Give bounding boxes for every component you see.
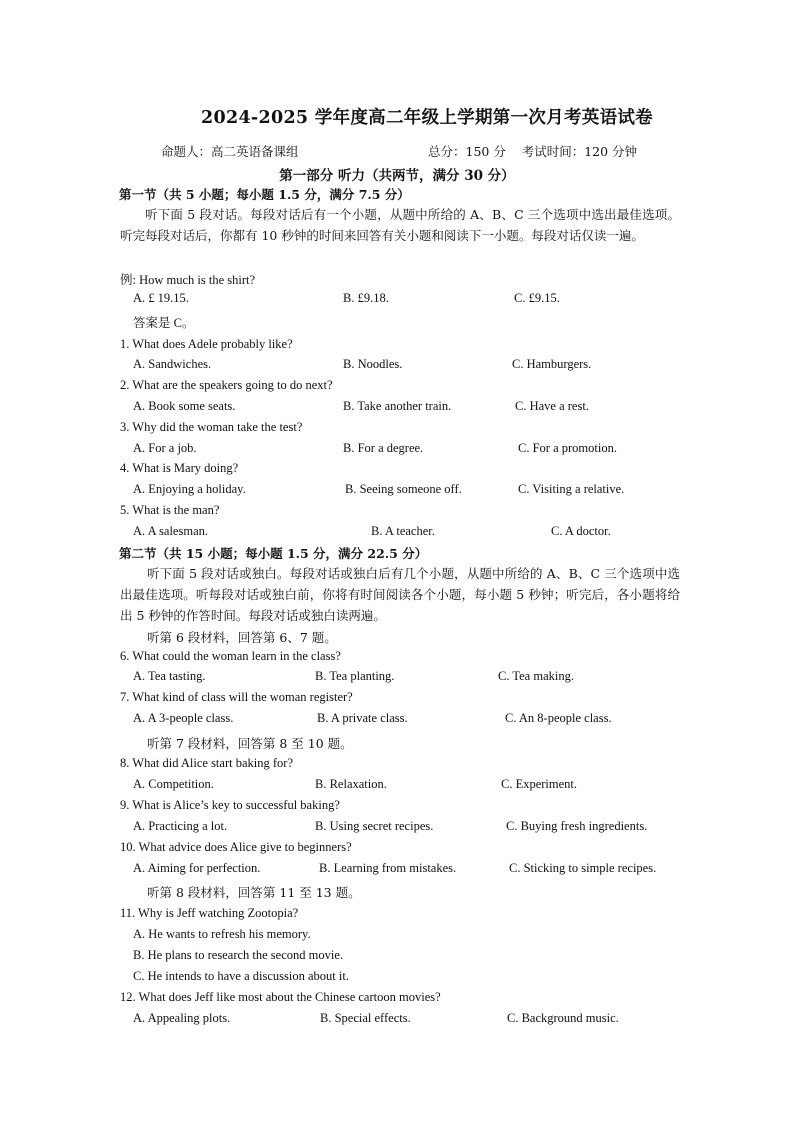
question-12: 12. What does Jeff like most about the Chinese cartoon movies? xyxy=(120,990,441,1004)
question-6-options xyxy=(133,669,693,687)
question-10: 10. What advice does Alice give to beginners? xyxy=(120,840,352,854)
question-5: 5. What is the man? xyxy=(120,503,220,517)
question-10-options xyxy=(133,861,693,879)
option-b: B. £9.18. xyxy=(343,291,389,305)
example-answer: 答案是 C。 xyxy=(133,316,195,330)
option-b: B. Special effects. xyxy=(320,1011,411,1025)
option-c: C. Sticking to simple recipes. xyxy=(509,861,657,875)
part1-title: 第一部分 听力（共两节，满分 30 分） xyxy=(279,168,515,184)
option-a: A. A 3-people class. xyxy=(133,711,234,725)
option-a: A. A salesman. xyxy=(133,524,208,538)
section1-title: 第一节（共 5 小题；每小题 1.5 分，满分 7.5 分） xyxy=(119,187,410,202)
question-11: 11. Why is Jeff watching Zootopia? xyxy=(120,906,299,920)
option-c: C. An 8-people class. xyxy=(505,711,612,725)
question-11-option-b: B. He plans to research the second movie. xyxy=(133,948,344,962)
question-3-options xyxy=(133,441,693,459)
question-8-options xyxy=(133,777,693,795)
section2-instructions: 听下面 5 段对话或独白。每段对话或独白后有几个小题，从题中所给的 A、B、C 三个选项中选出最佳选项。听每段对话或独白前，你将有时间阅读各个小题，每小题 5 秒钟；听完后，各小题将给出 5 秒钟的作答时间。每段对话或独白读两遍。 xyxy=(120,566,680,623)
question-4: 4. What is Mary doing? xyxy=(120,461,239,475)
option-b: B. Using secret recipes. xyxy=(315,819,434,833)
question-5-options xyxy=(133,524,693,542)
option-b: B. Relaxation. xyxy=(315,777,387,791)
option-a: A. Enjoying a holiday. xyxy=(133,482,246,496)
option-b: B. Learning from mistakes. xyxy=(319,861,457,875)
material-7-note: 听第 7 段材料，回答第 8 至 10 题。 xyxy=(147,736,353,751)
question-6: 6. What could the woman learn in the class? xyxy=(120,649,341,663)
option-c: C. For a promotion. xyxy=(518,441,617,455)
option-b: B. Noodles. xyxy=(343,357,403,371)
option-a: A. Tea tasting. xyxy=(133,669,206,683)
question-4-options xyxy=(133,482,693,500)
material-8-note: 听第 8 段材料，回答第 11 至 13 题。 xyxy=(147,885,361,900)
option-a: A. Competition. xyxy=(133,777,214,791)
option-a: A. Appealing plots. xyxy=(133,1011,231,1025)
option-c: C. A doctor. xyxy=(551,524,611,538)
section2-title: 第二节（共 15 小题；每小题 1.5 分，满分 22.5 分） xyxy=(119,546,428,561)
option-b: B. Seeing someone off. xyxy=(345,482,462,496)
option-a: A. For a job. xyxy=(133,441,197,455)
option-c: C. Visiting a relative. xyxy=(518,482,625,496)
question-8: 8. What did Alice start baking for? xyxy=(120,756,293,770)
option-a: A. Practicing a lot. xyxy=(133,819,228,833)
question-2: 2. What are the speakers going to do next? xyxy=(120,378,333,392)
question-9-options xyxy=(133,819,693,837)
author-line: 命题人：高二英语备课组 xyxy=(161,144,299,159)
option-c: C. £9.15. xyxy=(514,291,560,305)
option-a: A. Book some seats. xyxy=(133,399,236,413)
score-time-line: 总分：150 分 考试时间：120 分钟 xyxy=(428,144,638,159)
option-c: C. Experiment. xyxy=(501,777,578,791)
option-c: C. Background music. xyxy=(507,1011,619,1025)
option-c: C. Hamburgers. xyxy=(512,357,592,371)
option-c: C. Buying fresh ingredients. xyxy=(506,819,648,833)
question-2-options xyxy=(133,399,693,417)
material-6-note: 听第 6 段材料，回答第 6、7 题。 xyxy=(147,630,337,645)
option-b: B. For a degree. xyxy=(343,441,424,455)
question-11-option-a: A. He wants to refresh his memory. xyxy=(133,927,311,941)
section1-instructions: 听下面 5 段对话。每段对话后有一个小题，从题中所给的 A、B、C 三个选项中选出最佳选项。听完每段对话后，你都有 10 秒钟的时间来回答有关小题和阅读下一小题。每段对话仅读一遍。 xyxy=(120,207,680,243)
question-1-options xyxy=(133,357,693,375)
question-7: 7. What kind of class will the woman register? xyxy=(120,690,353,704)
option-b: B. Take another train. xyxy=(343,399,452,413)
question-7-options xyxy=(133,711,693,729)
option-a: A. Sandwiches. xyxy=(133,357,212,371)
option-a: A. £ 19.15. xyxy=(133,291,189,305)
question-1: 1. What does Adele probably like? xyxy=(120,337,293,351)
option-b: B. Tea planting. xyxy=(315,669,395,683)
example-question: 例: How much is the shirt? xyxy=(120,273,256,287)
option-b: B. A teacher. xyxy=(371,524,435,538)
question-3: 3. Why did the woman take the test? xyxy=(120,420,303,434)
question-12-options xyxy=(133,1011,693,1029)
question-9: 9. What is Alice’s key to successful baking? xyxy=(120,798,340,812)
example-options xyxy=(133,291,693,309)
exam-title: 2024-2025 学年度高二年级上学期第一次月考英语试卷 xyxy=(201,108,653,128)
option-c: C. Tea making. xyxy=(498,669,574,683)
option-c: C. Have a rest. xyxy=(515,399,589,413)
option-b: B. A private class. xyxy=(317,711,408,725)
question-11-option-c: C. He intends to have a discussion about it. xyxy=(133,969,349,983)
option-a: A. Aiming for perfection. xyxy=(133,861,261,875)
